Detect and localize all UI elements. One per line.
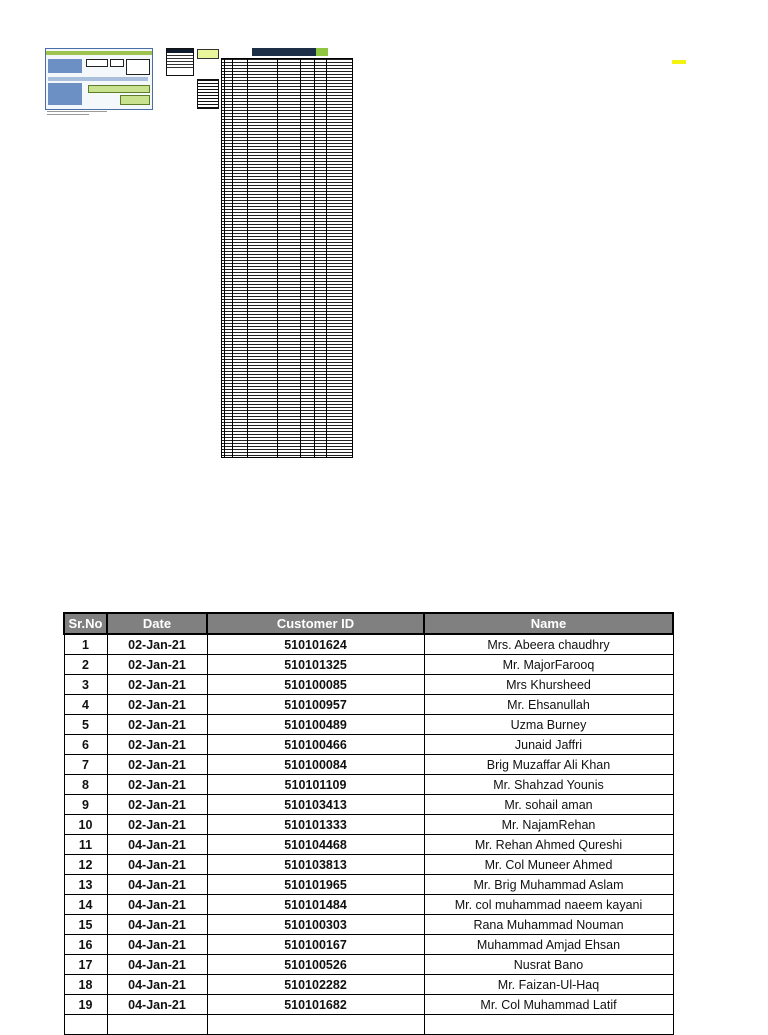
cell-name[interactable]: Junaid Jaffri	[424, 735, 673, 755]
header-name[interactable]: Name	[424, 613, 673, 634]
cell-sr-no[interactable]: 12	[64, 855, 107, 875]
cell-sr-no[interactable]: 7	[64, 755, 107, 775]
cell-name[interactable]: Rana Muhammad Nouman	[424, 915, 673, 935]
cell-customer-id[interactable]: 510101325	[207, 655, 424, 675]
cell-date[interactable]: 04-Jan-21	[107, 855, 207, 875]
cell-empty	[207, 1015, 424, 1035]
customer-table	[63, 612, 674, 1035]
sheet-thumbnail-list	[197, 79, 219, 109]
cell-name[interactable]: Mr. Shahzad Younis	[424, 775, 673, 795]
cell-name[interactable]: Mr. Col Muhammad Latif	[424, 995, 673, 1015]
cell-name[interactable]: Mr. sohail aman	[424, 795, 673, 815]
cell-date[interactable]: 02-Jan-21	[107, 634, 207, 655]
cell-empty	[107, 1015, 207, 1035]
cell-date[interactable]: 04-Jan-21	[107, 975, 207, 995]
cell-date[interactable]: 04-Jan-21	[107, 915, 207, 935]
cell-sr-no[interactable]: 9	[64, 795, 107, 815]
cell-sr-no[interactable]: 19	[64, 995, 107, 1015]
cell-customer-id[interactable]: 510100085	[207, 675, 424, 695]
sheet-thumbnail-summary	[166, 48, 194, 76]
cell-sr-no[interactable]: 2	[64, 655, 107, 675]
cell-empty	[64, 1015, 107, 1035]
cell-date[interactable]: 02-Jan-21	[107, 655, 207, 675]
table-row	[64, 935, 673, 955]
sheet-thumbnail-highlight	[197, 49, 219, 59]
header-customer-id[interactable]: Customer ID	[207, 613, 424, 634]
cell-customer-id[interactable]: 510101333	[207, 815, 424, 835]
cell-sr-no[interactable]: 16	[64, 935, 107, 955]
table-row	[64, 855, 673, 875]
table-header-row	[64, 613, 673, 634]
cell-name[interactable]: Mr. Faizan-Ul-Haq	[424, 975, 673, 995]
cell-name[interactable]: Mr. Ehsanullah	[424, 695, 673, 715]
cell-empty	[424, 1015, 673, 1035]
cell-date[interactable]: 02-Jan-21	[107, 675, 207, 695]
cell-name[interactable]: Uzma Burney	[424, 715, 673, 735]
cell-sr-no[interactable]: 17	[64, 955, 107, 975]
cell-customer-id[interactable]: 510101484	[207, 895, 424, 915]
cell-date[interactable]: 02-Jan-21	[107, 815, 207, 835]
cell-sr-no[interactable]: 4	[64, 695, 107, 715]
cell-sr-no[interactable]: 3	[64, 675, 107, 695]
table-row	[64, 795, 673, 815]
cell-customer-id[interactable]: 510103813	[207, 855, 424, 875]
sheet-thumbnail-table	[221, 58, 353, 458]
cell-sr-no[interactable]: 14	[64, 895, 107, 915]
cell-customer-id[interactable]: 510100167	[207, 935, 424, 955]
cell-date[interactable]: 02-Jan-21	[107, 775, 207, 795]
cell-name[interactable]: Mr. Brig Muhammad Aslam	[424, 875, 673, 895]
cell-sr-no[interactable]: 10	[64, 815, 107, 835]
cell-sr-no[interactable]: 5	[64, 715, 107, 735]
cell-customer-id[interactable]: 510100526	[207, 955, 424, 975]
cell-date[interactable]: 04-Jan-21	[107, 895, 207, 915]
cell-sr-no[interactable]: 13	[64, 875, 107, 895]
cell-name[interactable]: Muhammad Amjad Ehsan	[424, 935, 673, 955]
cell-name[interactable]: Mr. Rehan Ahmed Qureshi	[424, 835, 673, 855]
cell-customer-id[interactable]: 510100957	[207, 695, 424, 715]
cell-sr-no[interactable]: 15	[64, 915, 107, 935]
cell-name[interactable]: Mr. Col Muneer Ahmed	[424, 855, 673, 875]
table-row	[64, 955, 673, 975]
table-row-partial	[64, 1015, 673, 1035]
cell-sr-no[interactable]: 8	[64, 775, 107, 795]
cell-customer-id[interactable]: 510104468	[207, 835, 424, 855]
cell-customer-id[interactable]: 510103413	[207, 795, 424, 815]
table-row	[64, 835, 673, 855]
table-row	[64, 675, 673, 695]
cell-date[interactable]: 04-Jan-21	[107, 955, 207, 975]
cell-sr-no[interactable]: 18	[64, 975, 107, 995]
table-row	[64, 715, 673, 735]
table-row	[64, 775, 673, 795]
table-row	[64, 735, 673, 755]
table-row	[64, 755, 673, 775]
cell-date[interactable]: 04-Jan-21	[107, 995, 207, 1015]
table-row	[64, 995, 673, 1015]
sheet-thumbnail-form	[45, 48, 153, 110]
cell-name[interactable]: Brig Muzaffar Ali Khan	[424, 755, 673, 775]
table-row	[64, 815, 673, 835]
cell-customer-id[interactable]: 510102282	[207, 975, 424, 995]
cell-date[interactable]: 04-Jan-21	[107, 935, 207, 955]
cell-customer-id[interactable]: 510101682	[207, 995, 424, 1015]
cell-customer-id[interactable]: 510100466	[207, 735, 424, 755]
table-row	[64, 695, 673, 715]
cell-name[interactable]: Mrs Khursheed	[424, 675, 673, 695]
cell-date[interactable]: 04-Jan-21	[107, 875, 207, 895]
table-row	[64, 634, 673, 655]
cell-date[interactable]: 02-Jan-21	[107, 795, 207, 815]
cell-date[interactable]: 02-Jan-21	[107, 695, 207, 715]
table-row	[64, 915, 673, 935]
header-date[interactable]: Date	[107, 613, 207, 634]
cell-sr-no[interactable]: 6	[64, 735, 107, 755]
cell-name[interactable]: Nusrat Bano	[424, 955, 673, 975]
cell-date[interactable]: 04-Jan-21	[107, 835, 207, 855]
table-row	[64, 895, 673, 915]
cell-sr-no[interactable]: 11	[64, 835, 107, 855]
cell-date[interactable]: 02-Jan-21	[107, 715, 207, 735]
header-sr-no[interactable]: Sr.No	[64, 613, 107, 634]
cell-date[interactable]: 02-Jan-21	[107, 755, 207, 775]
cell-customer-id[interactable]: 510101109	[207, 775, 424, 795]
cell-name[interactable]: Mr. col muhammad naeem kayani	[424, 895, 673, 915]
table-row	[64, 655, 673, 675]
cell-customer-id[interactable]: 510100303	[207, 915, 424, 935]
cell-name[interactable]: Mr. NajamRehan	[424, 815, 673, 835]
sheet-thumbnail-header	[252, 48, 328, 56]
sheet-thumbnail-marker	[672, 60, 686, 64]
cell-name[interactable]: Mrs. Abeera chaudhry	[424, 634, 673, 655]
cell-date[interactable]: 02-Jan-21	[107, 735, 207, 755]
table-row	[64, 975, 673, 995]
sheet-thumbnail-notes	[47, 111, 107, 119]
table-row	[64, 875, 673, 895]
cell-customer-id[interactable]: 510100084	[207, 755, 424, 775]
cell-customer-id[interactable]: 510101965	[207, 875, 424, 895]
cell-sr-no[interactable]: 1	[64, 634, 107, 655]
cell-name[interactable]: Mr. MajorFarooq	[424, 655, 673, 675]
cell-customer-id[interactable]: 510100489	[207, 715, 424, 735]
cell-customer-id[interactable]: 510101624	[207, 634, 424, 655]
